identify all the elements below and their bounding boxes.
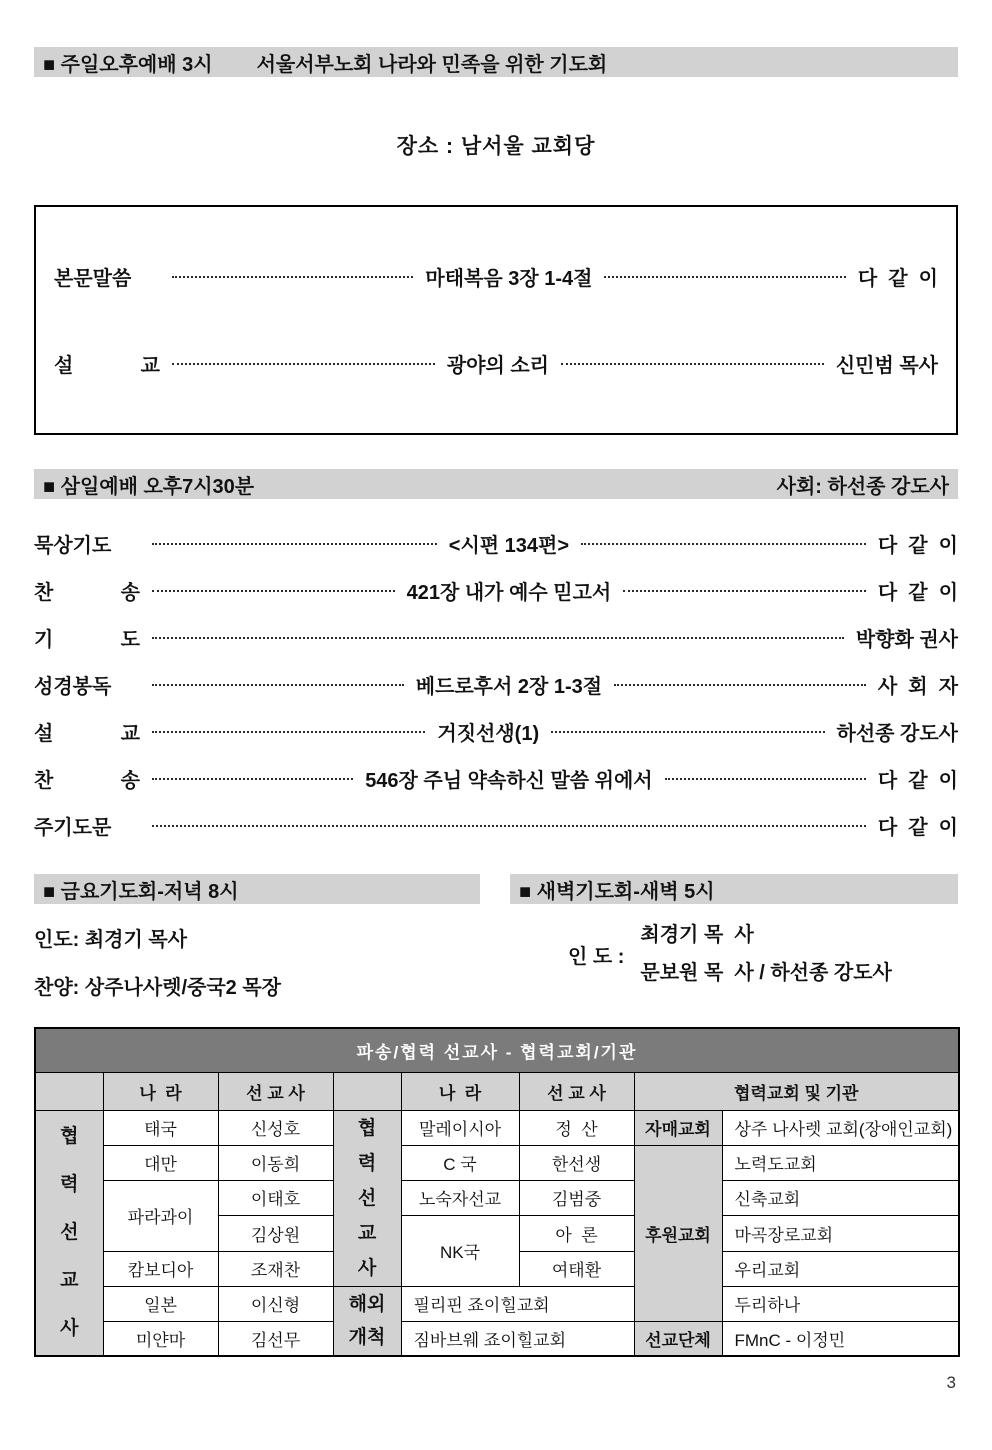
header-empty [35,1072,103,1110]
order-label: 묵상기도 [34,535,112,557]
order-label: 설 교 [34,723,140,745]
overseas-church-cell: 필리핀 죠이힐교회 [401,1286,634,1321]
header-country: 나 라 [103,1072,218,1110]
header-missionary: 선 교 사 [519,1072,634,1110]
box-row-sermon [54,340,938,387]
order-center: 546장 주님 약속하신 말씀 위에서 [365,770,653,792]
leader-dots [604,276,845,278]
missionary-cell: 아 론 [519,1216,634,1251]
dawn-leader-line: 문보원 목 사 / 하선종 강도사 [640,962,892,984]
partner-type-cell: 후원교회 [634,1145,722,1321]
dawn-leaders [510,916,958,992]
order-right: 다 같 이 [877,817,958,839]
table-row [35,1180,959,1215]
table-header-row [35,1072,959,1110]
section-band-sunday-afternoon [34,47,958,77]
leader-dots [152,590,395,592]
friday-title: ■ 금요기도회-저녁 8시 [43,880,239,903]
missionary-cell: 이태호 [218,1180,333,1215]
worship-order [34,520,958,849]
missionary-cell: 정 산 [519,1110,634,1145]
partner-church-cell: 두리하나 [722,1286,959,1321]
dawn-title: ■ 새벽기도회-새벽 5시 [519,880,715,903]
table-title-row [35,1028,959,1072]
friday-praise: 찬양: 상주나사렛/중국2 목장 [34,977,281,999]
order-right: 다 같 이 [877,770,958,792]
leader-dots [152,543,437,545]
leader-dots [152,637,844,639]
order-row [34,614,958,661]
table-row [35,1110,959,1145]
leader-dots [172,363,435,365]
overseas-church-cell: 짐바브웨 죠이힐교회 [401,1321,634,1356]
leader-dots [581,543,866,545]
row-right: 다 같 이 [857,268,938,290]
leader-dots [152,684,404,686]
order-label: 기 도 [34,629,140,651]
leader-dots [614,684,866,686]
group-label-cell [35,1110,103,1356]
order-row [34,802,958,849]
table-row [35,1321,959,1356]
friday-leader: 인도: 최경기 목사 [34,929,188,951]
dawn-leader-names [640,916,891,992]
table-row [35,1145,959,1180]
partner-church-cell: FMnC - 이정민 [722,1321,959,1356]
header-missionary: 선 교 사 [218,1072,333,1110]
country-cell: 캄보디아 [103,1251,218,1286]
missionary-cell: 이동희 [218,1145,333,1180]
order-label: 주기도문 [34,817,112,839]
sermon-box [34,205,958,435]
country-cell: 태국 [103,1110,218,1145]
partner-church-cell: 우리교회 [722,1251,959,1286]
order-right: 사 회 자 [877,676,959,698]
leader-dots [665,778,866,780]
order-label: 찬 송 [34,770,140,792]
table-row [35,1286,959,1321]
friday-prayer-section [34,874,480,1000]
leader-dots [561,363,824,365]
country-cell: 일본 [103,1286,218,1321]
order-center: <시편 134편> [448,535,570,557]
table-title: 파송/협력 선교사 - 협력교회/기관 [35,1028,959,1072]
partner-church-cell: 마곡장로교회 [722,1216,959,1251]
country-cell: 파라과이 [103,1180,218,1251]
missionary-cell: 한선생 [519,1145,634,1180]
missionary-cell: 김상원 [218,1216,333,1251]
order-center: 421장 내가 예수 믿고서 [406,582,612,604]
header-country: 나 라 [401,1072,519,1110]
section-band-dawn [510,874,958,904]
header-empty [333,1072,401,1110]
partner-church-cell: 상주 나사렛 교회(장애인교회) [722,1110,959,1145]
missionary-cell: 이신형 [218,1286,333,1321]
order-right: 박향화 권사 [855,629,958,651]
dawn-prayer-section [510,874,958,1000]
leader-dots [623,590,866,592]
row-right: 신민범 목사 [835,355,938,377]
partner-type-cell: 자매교회 [634,1110,722,1145]
missionary-cell: 김범중 [519,1180,634,1215]
order-right: 다 같 이 [877,582,959,604]
order-center: 거짓선생(1) [437,723,540,745]
sunday-afternoon-subtitle: 서울서부노회 나라와 민족을 위한 기도회 [256,53,608,76]
leader-dots [152,731,425,733]
country-cell: 대만 [103,1145,218,1180]
order-label: 성경봉독 [34,676,112,698]
order-right: 다 같 이 [877,535,958,557]
row-center: 마태복음 3장 1-4절 [425,268,593,290]
partner-church-cell: 노력도교회 [722,1145,959,1180]
missionary-table [34,1027,960,1357]
header-partner: 협력교회 및 기관 [634,1072,959,1110]
bulletin-page [0,47,992,1450]
wednesday-title: ■ 삼일예배 오후7시30분 [43,475,255,498]
missionary-cell: 신성호 [218,1110,333,1145]
group-label-cell [333,1286,401,1356]
group-label-coop-missionary: 협력선교사 [60,1125,79,1339]
order-row [34,520,958,567]
dawn-leader-label: 인 도 : [568,945,625,968]
order-row [34,755,958,802]
order-row [34,567,958,614]
partner-church-cell: 신축교회 [722,1180,959,1215]
leader-dots [152,778,353,780]
missionary-cell: 조재찬 [218,1251,333,1286]
group-label-overseas-planting: 해외개척 [348,1293,386,1348]
country-cell: C 국 [401,1145,519,1180]
box-row-scripture [54,253,938,300]
order-row [34,708,958,755]
partner-type-cell: 선교단체 [634,1321,722,1356]
page-number: 3 [946,1373,956,1392]
row-center: 광야의 소리 [446,355,549,377]
leader-dots [551,731,824,733]
order-right: 하선종 강도사 [836,723,958,745]
prayer-meetings [34,874,958,1000]
missionary-cell: 여태환 [519,1251,634,1286]
dawn-leader-line: 최경기 목 사 [640,924,754,946]
order-center: 베드로후서 2장 1-3절 [415,676,603,698]
row-label: 설 교 [54,355,160,377]
sunday-afternoon-title: ■ 주일오후예배 3시 [43,53,213,76]
group-label-coop-missionary: 협력선교사 [357,1117,377,1279]
service-location: 장소 : 남서울 교회당 [396,135,596,158]
leader-dots [172,276,413,278]
order-row [34,661,958,708]
order-label: 찬 송 [34,582,140,604]
country-cell: 미얀마 [103,1321,218,1356]
wednesday-presider: 사회: 하선종 강도사 [776,475,949,498]
leader-dots [152,825,866,827]
country-cell: 말레이시아 [401,1110,519,1145]
group-label-cell [333,1110,401,1286]
section-band-friday [34,874,480,904]
section-band-wednesday [34,469,958,499]
country-cell: NK국 [401,1216,519,1286]
missionary-cell: 김선무 [218,1321,333,1356]
country-cell: 노숙자선교 [401,1180,519,1215]
row-label: 본문말씀 [54,268,132,290]
